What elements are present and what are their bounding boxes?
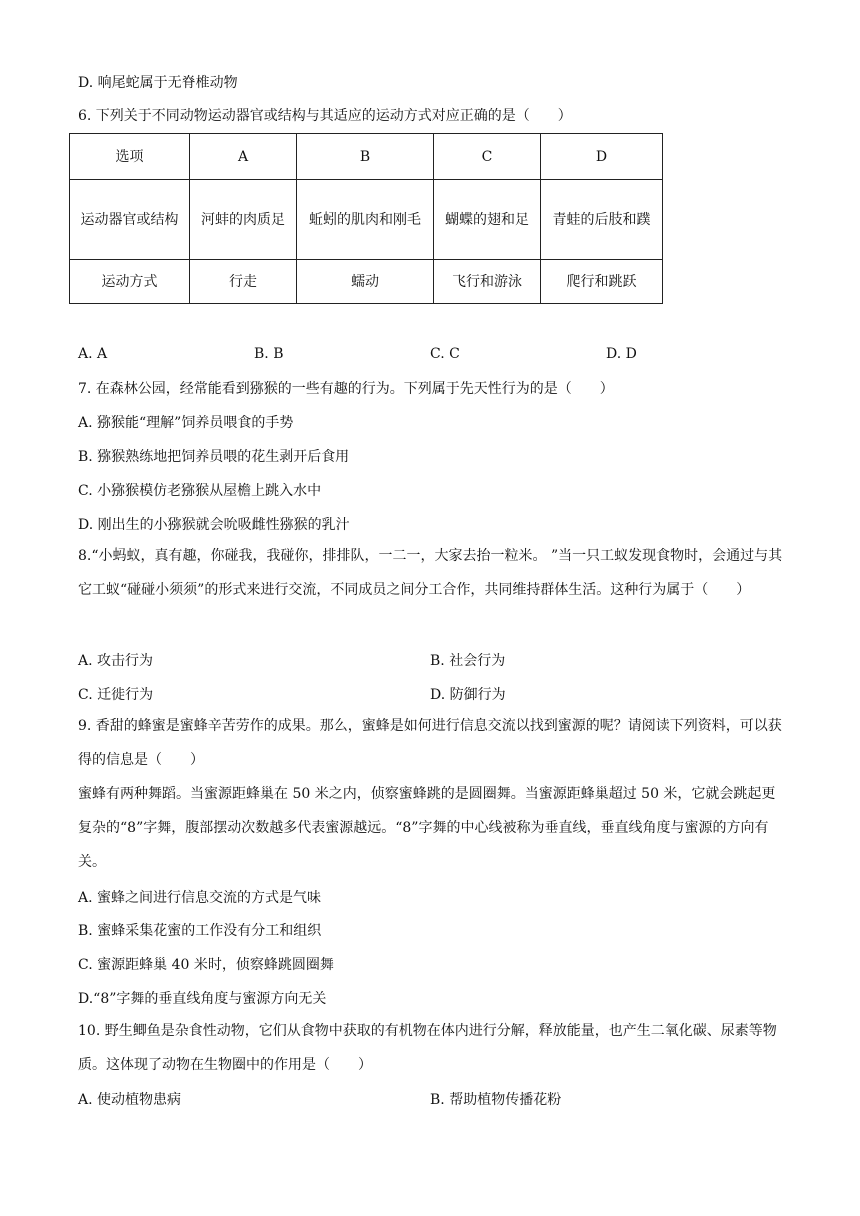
q9-material: 蜜蜂有两种舞蹈。当蜜源距蜂巢在 50 米之内，侦察蜜蜂跳的是圆圈舞。当蜜源距蜂巢超过 50 米，它就会跳起更复杂的“8”字舞，腹部摆动次数越多代表蜜源越远。“8”字舞的中心线被称为垂直线，垂直线角度与蜜源的方向有关。 xyxy=(78,786,776,870)
q7-option-a: A. 猕猴能“理解”饲养员喂食的手势 xyxy=(78,415,294,431)
table-cell: 青蛙的后肢和蹼 xyxy=(541,180,663,260)
table-cell: 飞行和游泳 xyxy=(434,260,541,304)
q7-option-b: B. 猕猴熟练地把饲养员喂的花生剥开后食用 xyxy=(78,449,350,465)
q8-stem: 8.“小蚂蚁，真有趣，你碰我，我碰你，排排队，一二一，大家去抬一粒米。 ”当一只工蚁发现食物时，会通过与其它工蚁“碰碰小须须”的形式来进行交流，不同成员之间分工合作，共同维持群体生活。这种行为属于（ ） xyxy=(78,548,783,598)
q7-option-c: C. 小猕猴模仿老猕猴从屋檐上跳入水中 xyxy=(78,483,322,499)
q5-option-d: D. 响尾蛇属于无脊椎动物 xyxy=(78,75,238,91)
q10-option-a: A. 使动植物患病 xyxy=(78,1092,182,1108)
q8-option-b: B. 社会行为 xyxy=(430,653,506,669)
table-cell: 蠕动 xyxy=(297,260,434,304)
table-cell: D xyxy=(541,134,663,180)
table-cell: 运动方式 xyxy=(70,260,190,304)
table-row xyxy=(70,260,663,304)
table-cell: C xyxy=(434,134,541,180)
q7-stem: 7. 在森林公园，经常能看到猕猴的一些有趣的行为。下列属于先天性行为的是（ ） xyxy=(78,381,614,397)
table-cell: B xyxy=(297,134,434,180)
table-cell: 河蚌的肉质足 xyxy=(190,180,297,260)
table-cell: 行走 xyxy=(190,260,297,304)
q6-option-c: C. C xyxy=(430,346,460,362)
table-cell: A xyxy=(190,134,297,180)
q6-option-a: A. A xyxy=(78,346,108,362)
q6-option-b: B. B xyxy=(254,346,284,362)
q6-options-table xyxy=(69,133,663,304)
table-cell: 运动器官或结构 xyxy=(70,180,190,260)
table-cell: 选项 xyxy=(70,134,190,180)
q10-stem: 10. 野生鲫鱼是杂食性动物，它们从食物中获取的有机物在体内进行分解，释放能量，也产生二氧化碳、尿素等物质。这体现了动物在生物圈中的作用是（ ） xyxy=(78,1023,777,1073)
q7-option-d: D. 刚出生的小猕猴就会吮吸雌性猕猴的乳汁 xyxy=(78,517,350,533)
q8-option-c: C. 迁徙行为 xyxy=(78,687,154,703)
table-cell: 蝴蝶的翅和足 xyxy=(434,180,541,260)
q9-stem: 9. 香甜的蜂蜜是蜜蜂辛苦劳作的成果。那么，蜜蜂是如何进行信息交流以找到蜜源的呢？请阅读下列资料，可以获得的信息是（ ） xyxy=(78,718,782,768)
q9-option-a: A. 蜜蜂之间进行信息交流的方式是气味 xyxy=(78,890,322,906)
table-row xyxy=(70,180,663,260)
q8-option-d: D. 防御行为 xyxy=(430,687,506,703)
q9-option-d: D.“8”字舞的垂直线角度与蜜源方向无关 xyxy=(78,991,327,1007)
table-header-row xyxy=(70,134,663,180)
q9-option-b: B. 蜜蜂采集花蜜的工作没有分工和组织 xyxy=(78,923,322,939)
q8-option-a: A. 攻击行为 xyxy=(78,653,154,669)
table-cell: 蚯蚓的肌肉和刚毛 xyxy=(297,180,434,260)
q9-option-c: C. 蜜源距蜂巢 40 米时，侦察蜂跳圆圈舞 xyxy=(78,957,334,973)
q6-option-d: D. D xyxy=(606,346,637,362)
table-cell: 爬行和跳跃 xyxy=(541,260,663,304)
q10-option-b: B. 帮助植物传播花粉 xyxy=(430,1092,562,1108)
q6-stem: 6. 下列关于不同动物运动器官或结构与其适应的运动方式对应正确的是（ ） xyxy=(78,108,572,124)
